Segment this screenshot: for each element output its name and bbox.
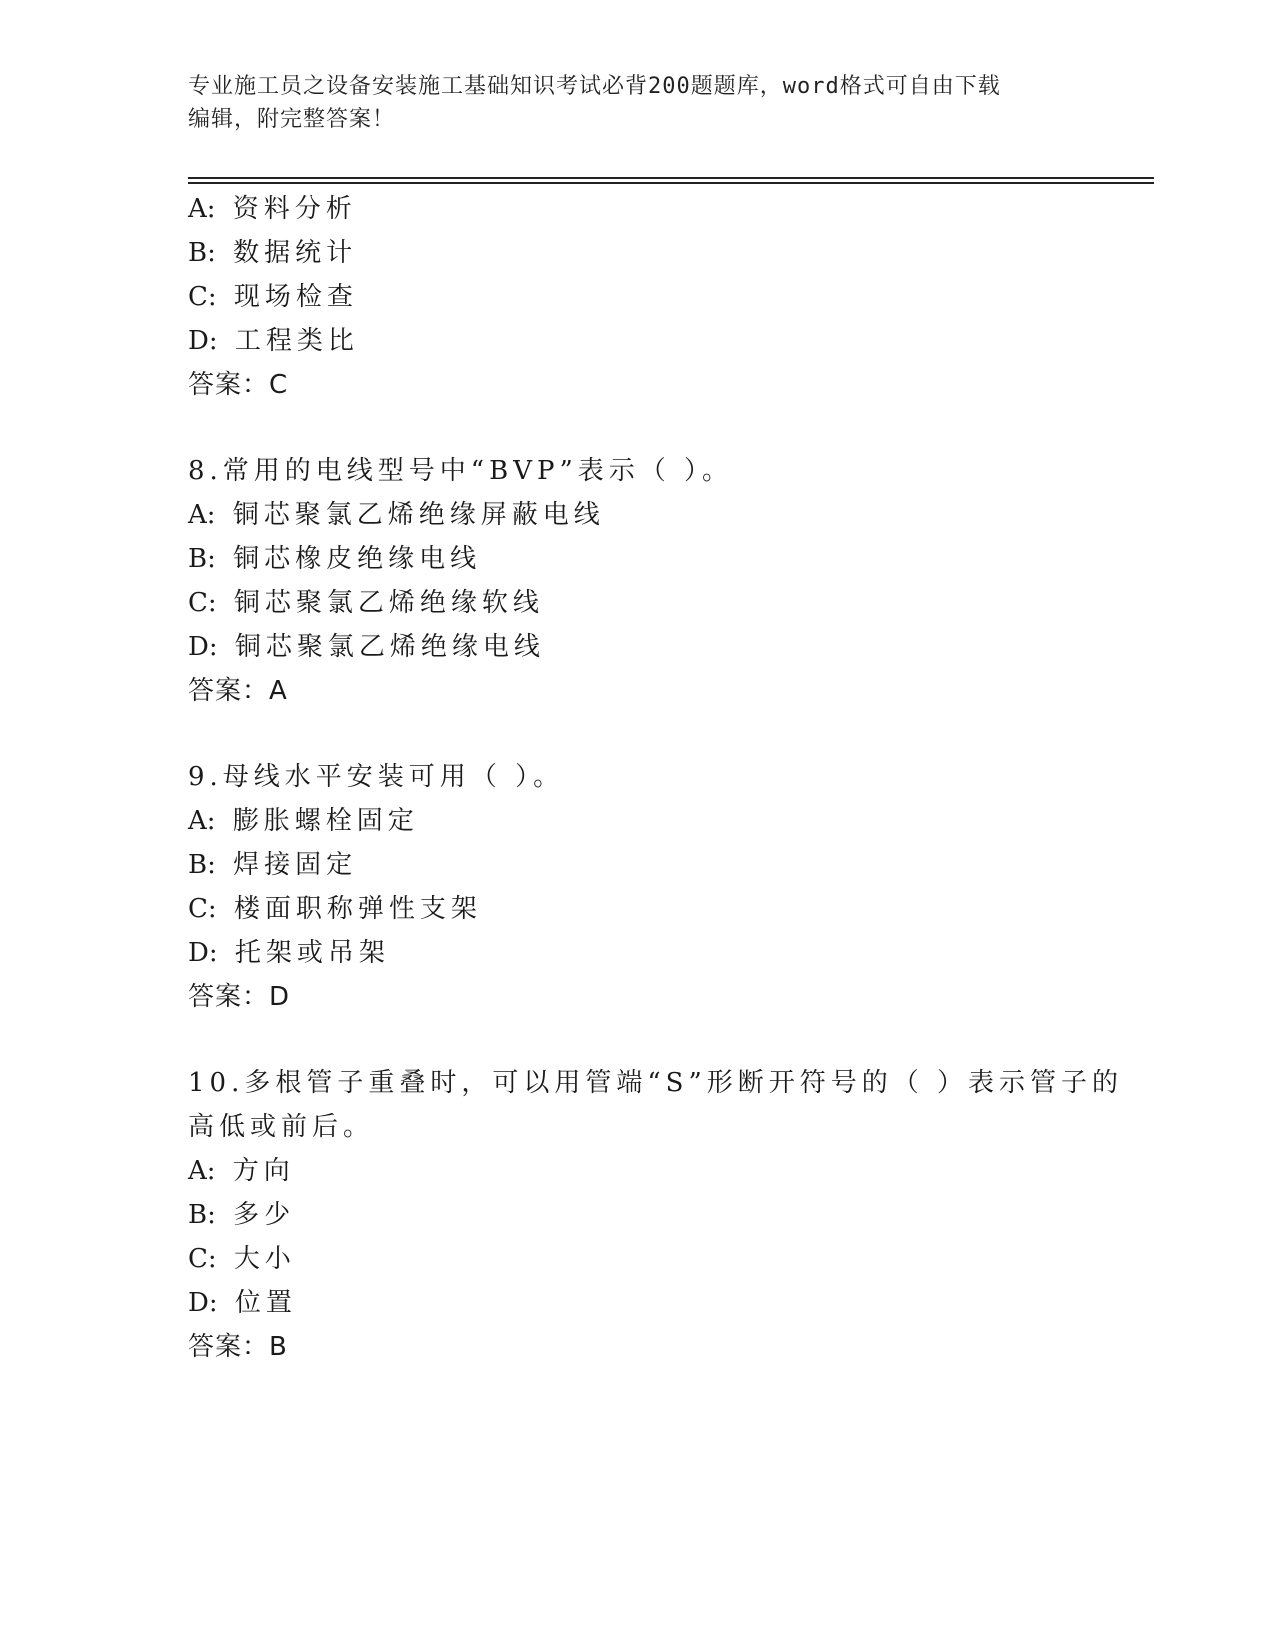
document-header bbox=[188, 70, 1088, 136]
option-c: C: 现场检查 bbox=[188, 282, 358, 312]
answer-value: A bbox=[269, 676, 288, 706]
option-d: D: 工程类比 bbox=[188, 326, 359, 356]
option-a: A: 膨胀螺栓固定 bbox=[188, 806, 419, 836]
option-c: C: 楼面职称弹性支架 bbox=[188, 894, 482, 924]
option-d: D: 托架或吊架 bbox=[188, 938, 390, 968]
answer-value: D bbox=[269, 982, 291, 1012]
answer-line bbox=[188, 976, 290, 1013]
answer-line bbox=[188, 364, 288, 401]
option-c: C: 大小 bbox=[188, 1244, 296, 1274]
header-line-1: 专业施工员之设备安装施工基础知识考试必背200题题库，word格式可自由下载 bbox=[188, 74, 1001, 99]
option-b: B: 多少 bbox=[188, 1200, 296, 1230]
header-divider-bottom bbox=[188, 182, 1154, 184]
option-d: D: 位置 bbox=[188, 1288, 297, 1318]
option-a: A: 方向 bbox=[188, 1156, 295, 1186]
option-b: B: 数据统计 bbox=[188, 238, 358, 268]
answer-label: 答案： bbox=[188, 1332, 270, 1362]
answer-line bbox=[188, 1326, 288, 1363]
option-a: A: 铜芯聚氯乙烯绝缘屏蔽电线 bbox=[188, 500, 605, 530]
option-b: B: 焊接固定 bbox=[188, 850, 358, 880]
header-line-2: 编辑，附完整答案！ bbox=[188, 107, 396, 132]
header-divider-top bbox=[188, 177, 1154, 179]
answer-label: 答案： bbox=[188, 370, 270, 400]
answer-label: 答案： bbox=[188, 982, 270, 1012]
question-10-line-2: 高低或前后。 bbox=[188, 1112, 375, 1142]
question-10-line-1: 10.多根管子重叠时，可以用管端“S”形断开符号的（ ）表示管子的 bbox=[188, 1068, 1124, 1098]
answer-value: C bbox=[269, 370, 289, 400]
answer-value: B bbox=[269, 1332, 288, 1362]
question-8: 8.常用的电线型号中“BVP”表示（ ）。 bbox=[188, 456, 734, 486]
answer-line bbox=[188, 670, 288, 707]
option-c: C: 铜芯聚氯乙烯绝缘软线 bbox=[188, 588, 544, 618]
option-b: B: 铜芯橡皮绝缘电线 bbox=[188, 544, 482, 574]
question-9: 9.母线水平安装可用（ ）。 bbox=[188, 762, 565, 792]
option-d: D: 铜芯聚氯乙烯绝缘电线 bbox=[188, 632, 545, 662]
answer-label: 答案： bbox=[188, 676, 270, 706]
option-a: A: 资料分析 bbox=[188, 194, 357, 224]
